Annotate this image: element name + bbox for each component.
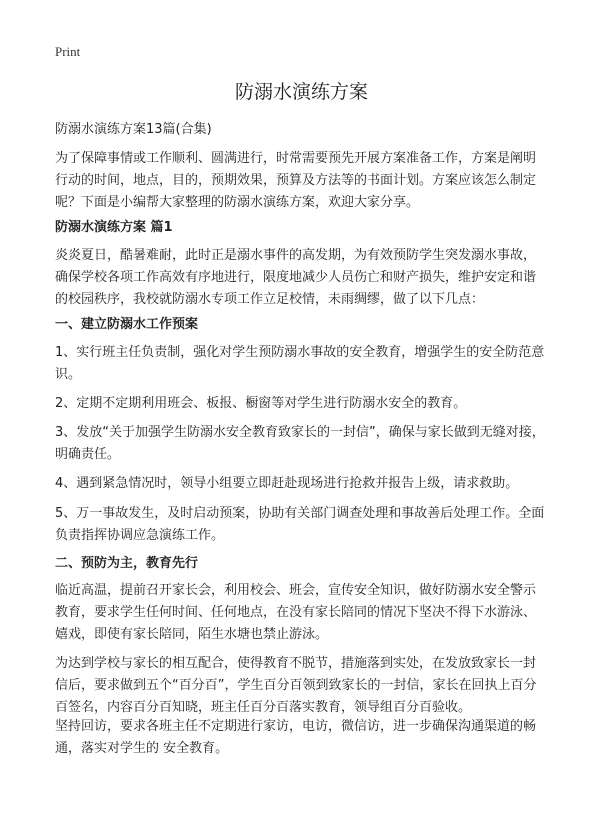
section-2-heading: 二、预防为主，教育先行	[55, 556, 199, 571]
print-link[interactable]: Print	[55, 44, 81, 59]
section-1-item: 1、实行班主任负责制，强化对学生预防溺水事故的安全教育，增强学生的安全防范意识。	[55, 345, 545, 382]
section-1-item: 5、万一事故发生，及时启动预案，协助有关部门调查处理和事故善后处理工作。全面负责指挥协调应急演练工作。	[55, 506, 545, 543]
page-title: 防溺水演练方案	[234, 81, 368, 103]
intro-paragraph: 为了保障事情或工作顺利、圆满进行，时常需要预先开展方案准备工作，方案是阐明行动的时间，地点，目的，预期效果，预算及方法等的书面计划。方案应该怎么制定呢？下面是小编帮大家整理的防溺水演练方案，欢迎大家分享。	[55, 151, 537, 210]
section-1-item: 3、发放“关于加强学生防溺水安全教育致家长的一封信”，确保与家长做到无缝对接，明确责任。	[55, 425, 545, 462]
section-1-heading: 一、建立防溺水工作预案	[55, 317, 199, 332]
section-2-paragraph: 临近高温，提前召开家长会，利用校会、班会，宣传安全知识，做好防溺水安全警示教育，要求学生任何时间、任何地点，在没有家长陪同的情况下坚决不得下水游泳、嬉戏，即使有家长陪同，陌生水塘也禁止游泳。	[55, 583, 537, 642]
section-1-item: 4、遇到紧急情况时，领导小组要立即赶赴现场进行抢救并报告上级，请求救助。	[55, 476, 519, 491]
document-subtitle: 防溺水演练方案13篇(合集)	[55, 122, 212, 137]
article-heading: 防溺水演练方案 篇1	[55, 220, 173, 235]
section-2-paragraph: 坚持回访，要求各班主任不定期进行家访，电访，微信访，进一步确保沟通渠道的畅通，落实对学生的 安全教育。	[55, 719, 537, 756]
section-2-paragraph: 为达到学校与家长的相互配合，使得教育不脱节，措施落到实处，在发放致家长一封信后，要求做到五个“百分百”，学生百分百领到致家长的一封信，家长在回执上百分百签名，内容百分百知晓，班主任百分百落实教育，领导组百分百验收。	[55, 656, 537, 715]
article-opening-paragraph: 炎炎夏日，酷暑难耐，此时正是溺水事件的高发期，为有效预防学生突发溺水事故，确保学校各项工作高效有序地进行，限度地减少人员伤亡和财产损失，维护安定和谐的校园秩序，我校就防溺水专项工作立足校情，未雨绸缪，做了以下几点：	[55, 248, 537, 307]
section-1-item: 2、定期不定期利用班会、板报、橱窗等对学生进行防溺水安全的教育。	[55, 396, 467, 411]
